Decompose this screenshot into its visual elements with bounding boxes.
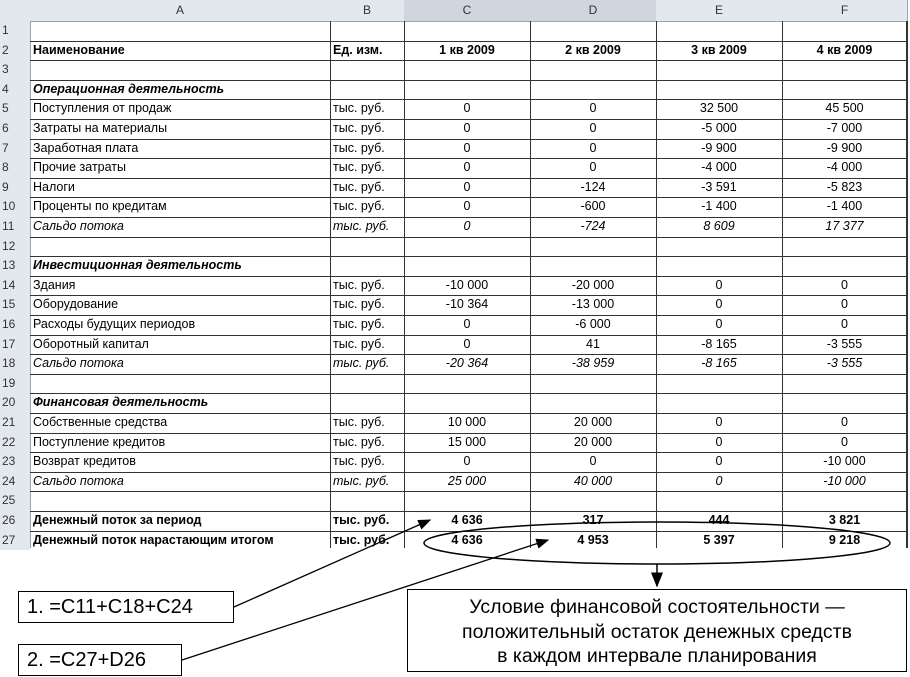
cell-c26[interactable]: 4 636 <box>451 513 483 527</box>
column-header-a[interactable]: A <box>30 0 330 21</box>
cell-a15[interactable]: Оборудование <box>33 297 119 312</box>
row-header-4[interactable]: 4 <box>0 80 30 100</box>
condition-line-3: в каждом интервале планирования <box>497 645 817 667</box>
cell-e24[interactable]: 0 <box>715 473 723 488</box>
cell-e18[interactable]: -8 165 <box>701 356 737 371</box>
cell-c23[interactable]: 0 <box>463 454 471 469</box>
cell-a6[interactable]: Затраты на материалы <box>33 121 168 135</box>
column-header-c[interactable]: C <box>404 0 530 21</box>
cell-e5[interactable]: 32 500 <box>699 101 739 116</box>
cell-b11[interactable]: тыс. руб. <box>333 219 390 233</box>
cell-f27[interactable]: 9 218 <box>828 532 861 547</box>
row-header-18[interactable]: 18 <box>0 354 30 374</box>
row-header-12[interactable]: 12 <box>0 237 30 257</box>
cell-d21[interactable]: 20 000 <box>573 415 613 429</box>
cell-d10[interactable]: -600 <box>580 199 606 214</box>
cell-d24[interactable]: 40 000 <box>573 473 613 488</box>
row-header-3[interactable]: 3 <box>0 60 30 80</box>
condition-line-2: положительный остаток денежных средств <box>462 620 852 643</box>
cell-c2[interactable]: 1 кв 2009 <box>439 42 495 57</box>
cell-b6[interactable]: тыс. руб. <box>333 121 385 135</box>
cell-b7[interactable]: тыс. руб. <box>333 140 385 155</box>
cell-b15[interactable]: тыс. руб. <box>333 297 385 312</box>
cell-e27[interactable]: 5 397 <box>703 532 735 547</box>
cell-e6[interactable]: -5 000 <box>701 121 737 135</box>
row-header-17[interactable]: 17 <box>0 335 30 355</box>
cell-a16[interactable]: Расходы будущих периодов <box>33 317 196 331</box>
cell-a2[interactable]: Наименование <box>33 42 125 57</box>
cell-c6[interactable]: 0 <box>463 121 471 135</box>
cell-c9[interactable]: 0 <box>463 179 471 194</box>
cell-f5[interactable]: 45 500 <box>825 101 864 116</box>
row-header-9[interactable]: 9 <box>0 178 30 198</box>
cell-d8[interactable]: 0 <box>589 160 597 175</box>
cell-a20[interactable]: Финансовая деятельность <box>33 395 209 410</box>
row-header-1[interactable]: 1 <box>0 21 30 41</box>
row-header-10[interactable]: 10 <box>0 197 30 217</box>
row-header-16[interactable]: 16 <box>0 315 30 335</box>
cell-b10[interactable]: тыс. руб. <box>333 199 385 214</box>
row-header-14[interactable]: 14 <box>0 276 30 296</box>
cell-b24[interactable]: тыс. руб. <box>333 473 390 488</box>
cell-e15[interactable]: 0 <box>715 297 723 312</box>
column-header-b[interactable]: B <box>330 0 404 21</box>
cell-b2[interactable]: Ед. изм. <box>333 42 383 57</box>
cell-b26[interactable]: тыс. руб. <box>333 513 390 527</box>
cell-a11[interactable]: Сальдо потока <box>33 219 124 233</box>
cell-c14[interactable]: -10 000 <box>445 277 489 292</box>
arrow-formula-1 <box>234 520 430 607</box>
cell-c24[interactable]: 25 000 <box>447 473 487 488</box>
row-header-2[interactable]: 2 <box>0 41 30 61</box>
cell-d16[interactable]: -6 000 <box>575 317 611 331</box>
cell-b5[interactable]: тыс. руб. <box>333 101 385 116</box>
row-header-23[interactable]: 23 <box>0 452 30 472</box>
cell-f9[interactable]: -5 823 <box>826 179 863 194</box>
cell-b14[interactable]: тыс. руб. <box>333 277 385 292</box>
cell-c22[interactable]: 15 000 <box>447 434 487 449</box>
row-header-13[interactable]: 13 <box>0 256 30 276</box>
cell-f24[interactable]: -10 000 <box>823 473 866 488</box>
cell-f2[interactable]: 4 кв 2009 <box>816 42 873 57</box>
cell-d9[interactable]: -124 <box>580 179 606 194</box>
row-header-8[interactable]: 8 <box>0 158 30 178</box>
row-header-11[interactable]: 11 <box>0 217 30 237</box>
cell-e17[interactable]: -8 165 <box>701 336 737 351</box>
cell-e21[interactable]: 0 <box>715 415 723 429</box>
column-header-f[interactable]: F <box>782 0 907 21</box>
cell-d14[interactable]: -20 000 <box>571 277 615 292</box>
cell-a10[interactable]: Проценты по кредитам <box>33 199 167 214</box>
cell-b18[interactable]: тыс. руб. <box>333 356 390 371</box>
cell-b16[interactable]: тыс. руб. <box>333 317 385 331</box>
cell-f14[interactable]: 0 <box>841 277 848 292</box>
cell-f11[interactable]: 17 377 <box>825 219 864 233</box>
cell-c21[interactable]: 10 000 <box>447 415 487 429</box>
cell-a22[interactable]: Поступление кредитов <box>33 434 166 449</box>
cell-d5[interactable]: 0 <box>589 101 597 116</box>
cell-a14[interactable]: Здания <box>33 277 76 292</box>
row-header-15[interactable]: 15 <box>0 295 30 315</box>
cell-a24[interactable]: Сальдо потока <box>33 473 124 488</box>
cell-a5[interactable]: Поступления от продаж <box>33 101 172 116</box>
cell-c18[interactable]: -20 364 <box>445 356 489 371</box>
row-header-25[interactable]: 25 <box>0 491 30 511</box>
cell-f18[interactable]: -3 555 <box>826 356 863 371</box>
cell-a4[interactable]: Операционная деятельность <box>33 81 225 96</box>
cell-b23[interactable]: тыс. руб. <box>333 454 385 469</box>
cell-f26[interactable]: 3 821 <box>828 513 861 527</box>
cell-e7[interactable]: -9 900 <box>701 140 737 155</box>
arrow-formula-2 <box>182 540 548 660</box>
cell-b27[interactable]: тыс. руб. <box>333 532 390 547</box>
cell-c7[interactable]: 0 <box>463 140 471 155</box>
cell-c27[interactable]: 4 636 <box>451 532 483 547</box>
cell-c5[interactable]: 0 <box>463 101 471 116</box>
cell-d22[interactable]: 20 000 <box>573 434 613 449</box>
cell-c17[interactable]: 0 <box>463 336 471 351</box>
cell-f22[interactable]: 0 <box>841 434 848 449</box>
cell-f10[interactable]: -1 400 <box>826 199 863 214</box>
cell-a7[interactable]: Заработная плата <box>33 140 139 155</box>
row-header-6[interactable]: 6 <box>0 119 30 139</box>
cell-d23[interactable]: 0 <box>589 454 597 469</box>
cell-d17[interactable]: 41 <box>586 336 600 351</box>
cell-d26[interactable]: 317 <box>582 513 604 527</box>
row-header-5[interactable]: 5 <box>0 99 30 119</box>
cell-e14[interactable]: 0 <box>715 277 723 292</box>
row-header-26[interactable]: 26 <box>0 511 30 531</box>
cell-d15[interactable]: -13 000 <box>571 297 615 312</box>
cell-a26[interactable]: Денежный поток за период <box>33 513 202 527</box>
cell-e11[interactable]: 8 609 <box>703 219 735 233</box>
cell-f16[interactable]: 0 <box>841 317 848 331</box>
cell-c15[interactable]: -10 364 <box>445 297 489 312</box>
row-header-27[interactable]: 27 <box>0 531 30 551</box>
cell-a9[interactable]: Налоги <box>33 179 75 194</box>
condition-line-1: Условие финансовой состоятельности — <box>469 596 845 618</box>
cell-e23[interactable]: 0 <box>715 454 723 469</box>
row-header-20[interactable]: 20 <box>0 393 30 413</box>
cell-f6[interactable]: -7 000 <box>826 121 863 135</box>
cell-d18[interactable]: -38 959 <box>571 356 615 371</box>
cell-c10[interactable]: 0 <box>463 199 471 214</box>
cell-a27[interactable]: Денежный поток нарастающим итогом <box>33 532 274 547</box>
cell-d7[interactable]: 0 <box>589 140 597 155</box>
cell-d2[interactable]: 2 кв 2009 <box>565 42 621 57</box>
cell-f23[interactable]: -10 000 <box>823 454 866 469</box>
row-header-7[interactable]: 7 <box>0 139 30 159</box>
cell-c16[interactable]: 0 <box>463 317 471 331</box>
cell-f15[interactable]: 0 <box>841 297 848 312</box>
cell-e22[interactable]: 0 <box>715 434 723 449</box>
cell-e16[interactable]: 0 <box>715 317 723 331</box>
cell-a21[interactable]: Собственные средства <box>33 415 168 429</box>
row-header-24[interactable]: 24 <box>0 472 30 492</box>
cell-e8[interactable]: -4 000 <box>701 160 737 175</box>
cell-d6[interactable]: 0 <box>589 121 597 135</box>
cell-f21[interactable]: 0 <box>841 415 848 429</box>
cell-f8[interactable]: -4 000 <box>826 160 863 175</box>
formula-2-text: 2. =C27+D26 <box>27 649 146 671</box>
cell-e2[interactable]: 3 кв 2009 <box>691 42 747 57</box>
cell-e26[interactable]: 444 <box>708 513 730 527</box>
row-header-21[interactable]: 21 <box>0 413 30 433</box>
cell-d27[interactable]: 4 953 <box>577 532 609 547</box>
row-header-22[interactable]: 22 <box>0 433 30 453</box>
cell-a17[interactable]: Оборотный капитал <box>33 336 149 351</box>
column-header-d[interactable]: D <box>530 0 656 21</box>
cell-f17[interactable]: -3 555 <box>826 336 863 351</box>
cell-b21[interactable]: тыс. руб. <box>333 415 385 429</box>
formula-1-text: 1. =C11+C18+C24 <box>27 596 193 618</box>
cell-e9[interactable]: -3 591 <box>701 179 737 194</box>
cell-a13[interactable]: Инвестиционная деятельность <box>33 258 242 273</box>
cell-f7[interactable]: -9 900 <box>826 140 863 155</box>
cell-b9[interactable]: тыс. руб. <box>333 179 385 194</box>
cell-a23[interactable]: Возврат кредитов <box>33 454 136 469</box>
row-header-19[interactable]: 19 <box>0 374 30 394</box>
cell-a8[interactable]: Прочие затраты <box>33 160 127 175</box>
cell-c8[interactable]: 0 <box>463 160 471 175</box>
column-header-e[interactable]: E <box>656 0 782 21</box>
cell-e10[interactable]: -1 400 <box>701 199 737 214</box>
cell-b8[interactable]: тыс. руб. <box>333 160 385 175</box>
cell-b17[interactable]: тыс. руб. <box>333 336 385 351</box>
cell-d11[interactable]: -724 <box>580 219 606 233</box>
cell-c11[interactable]: 0 <box>463 219 471 233</box>
cell-b22[interactable]: тыс. руб. <box>333 434 385 449</box>
cell-a18[interactable]: Сальдо потока <box>33 356 124 371</box>
